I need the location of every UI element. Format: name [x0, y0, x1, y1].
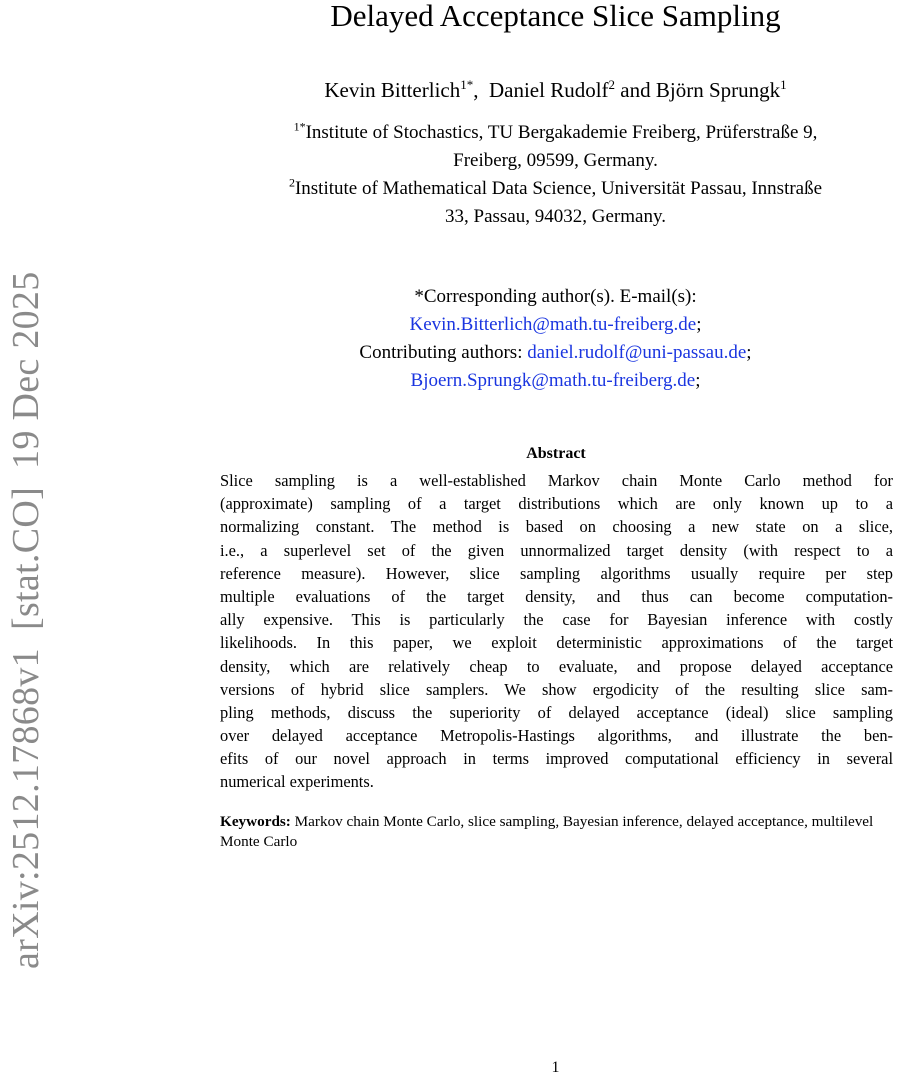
abstract-line: likelihoods. In this paper, we exploit deterministic approximations of the target	[220, 633, 893, 653]
affiliation-mark: 1*	[293, 119, 306, 134]
abstract-heading: Abstract	[526, 445, 586, 462]
author-list: Kevin Bitterlich$^{1*}$, Daniel Rudolf$^2$ and Björn Sprungk$^1$	[324, 77, 787, 102]
arxiv-identifier: arXiv:2512.17868v1	[5, 648, 47, 969]
abstract-line: over delayed acceptance Metropolis-Hastings algorithms, and illustrate the ben-	[220, 726, 893, 746]
page-number: 1	[551, 1059, 560, 1076]
abstract-line: versions of hybrid slice samplers. We show ergodicity of the resulting slice sam-	[220, 679, 893, 699]
contributing-email-link[interactable]: Bjoern.Sprungk@math.tu-freiberg.de	[410, 370, 696, 391]
abstract-line: numerical experiments.	[220, 772, 374, 792]
contributing-email-link[interactable]: daniel.rudolf@uni-passau.de	[527, 342, 747, 363]
author-name: Björn Sprungk	[655, 78, 781, 102]
arxiv-date: 19 Dec 2025	[5, 271, 47, 469]
keywords-label: Keywords:	[220, 813, 291, 830]
abstract-line: pling methods, discuss the superiority of delayed acceptance (ideal) slice sampling	[220, 702, 893, 722]
abstract-line: i.e., a superlevel set of the given unnormalized target density (with respect to a	[220, 540, 893, 560]
abstract-body	[220, 469, 893, 794]
abstract-line: Slice sampling is a well-established Markov chain Monte Carlo method for	[220, 471, 893, 490]
abstract-line: reference measure). However, slice sampling algorithms usually require per step	[220, 563, 893, 583]
abstract-line: normalizing constant. The method is based on choosing a new state on a slice,	[220, 517, 893, 537]
abstract-line: ally expensive. This is particularly the case for Bayesian inference with costly	[220, 610, 893, 630]
corresponding-label: *Corresponding author(s). E-mail(s):	[414, 286, 697, 307]
contributing-label: Contributing authors:	[359, 342, 523, 363]
corresponding-email-link[interactable]: Kevin.Bitterlich@math.tu-freiberg.de	[409, 314, 697, 335]
author-affiliation-mark: 2	[608, 77, 616, 92]
arxiv-stamp	[7, 271, 45, 969]
abstract-line: efits of our novel approach in terms improved computational efficiency in several	[220, 749, 893, 769]
affiliation-mark: 2	[288, 175, 295, 190]
paper-title: Delayed Acceptance Slice Sampling	[330, 0, 781, 33]
abstract-line: multiple evaluations of the target density, and thus can become computation-	[220, 586, 893, 606]
arxiv-category: [stat.CO]	[5, 486, 47, 631]
author-name: Daniel Rudolf	[488, 78, 609, 102]
abstract-line: (approximate) sampling of a target distributions which are only known up to a	[220, 494, 893, 514]
abstract-line: density, which are relatively cheap to evaluate, and propose delayed acceptance	[220, 656, 893, 676]
keywords	[220, 812, 892, 852]
author-affiliation-mark: 1	[780, 77, 787, 92]
affiliation-1: $^{1*}$Institute of Stochastics, TU Bergakademie Freiberg, Prüferstraße 9, Freiberg, 09599, Germany.	[293, 119, 818, 171]
contact-info: *Corresponding author(s). E-mail(s): Kevin.Bitterlich@math.tu-freiberg.de; Contributing authors: daniel.rudolf@uni-passau.de; Bjoern.Sprungk@math.tu-freiberg.de;	[200, 283, 911, 395]
author-name: Kevin Bitterlich	[324, 78, 461, 102]
keywords-text: Markov chain Monte Carlo, slice sampling, Bayesian inference, delayed acceptance, multilevel Monte Carlo	[220, 813, 874, 850]
affiliation-2: $^2$Institute of Mathematical Data Science, Universität Passau, Innstraße 33, Passau, 94032, Germany.	[288, 175, 823, 227]
author-affiliation-mark: 1*	[460, 77, 474, 92]
